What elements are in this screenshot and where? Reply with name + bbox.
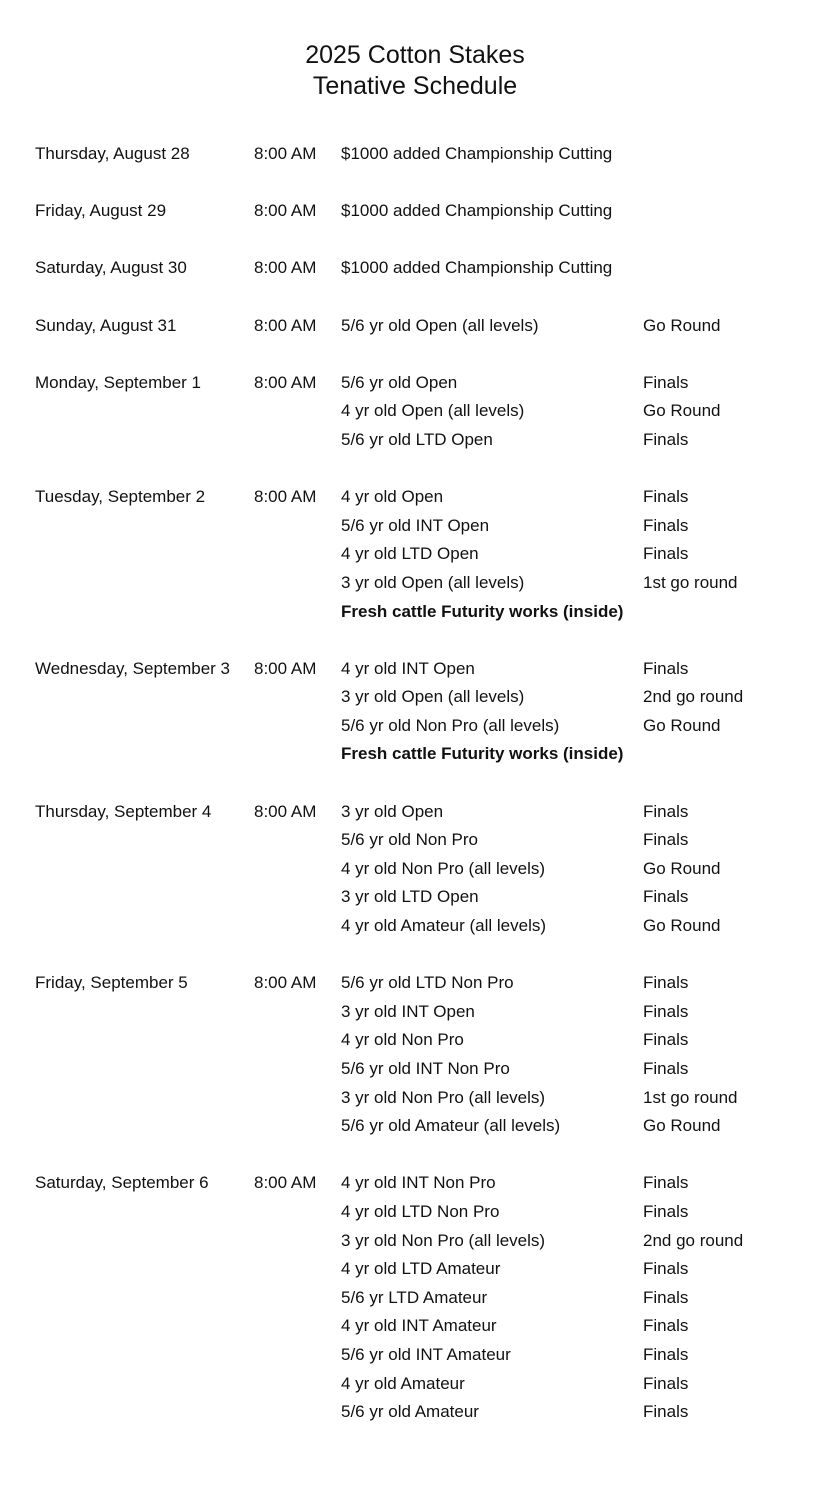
round-label: Finals: [643, 973, 689, 993]
event-label: 5/6 yr old Open: [341, 372, 458, 392]
title-line-1: 2025 Cotton Stakes: [305, 41, 525, 69]
schedule-row: [35, 312, 815, 341]
event-label: 4 yr old Amateur (all levels): [341, 916, 547, 936]
event-label: Fresh cattle Futurity works (inside): [341, 601, 624, 621]
event-label: $1000 added Championship Cutting: [341, 258, 613, 278]
event-label: 3 yr old LTD Open: [341, 887, 479, 907]
day-label: Friday, August 29: [35, 201, 167, 221]
schedule-row: [35, 912, 815, 941]
event-label: 4 yr old LTD Open: [341, 544, 479, 564]
event-label: 5/6 yr old INT Non Pro: [341, 1059, 510, 1078]
round-label: Finals: [643, 1402, 689, 1422]
round-label: Finals: [643, 830, 689, 850]
schedule-row: [35, 740, 815, 769]
schedule-row: [35, 883, 815, 912]
day-label: Thursday, August 28: [35, 144, 190, 163]
round-label: Go Round: [643, 916, 721, 936]
day-label: Saturday, August 30: [35, 258, 187, 278]
event-label: 5/6 yr old INT Amateur: [341, 1344, 511, 1364]
round-label: Finals: [643, 372, 689, 392]
schedule-row: [35, 140, 815, 169]
schedule-row: [35, 598, 815, 627]
day-label: Monday, September 1: [35, 372, 201, 392]
schedule-row: [35, 540, 815, 569]
title-line-2: Tenative Schedule: [312, 72, 518, 100]
day-block: [35, 312, 815, 341]
schedule-row: [35, 397, 815, 426]
schedule-row: [35, 798, 815, 827]
event-label: 4 yr old INT Amateur: [341, 1316, 497, 1336]
round-label: Finals: [643, 515, 689, 535]
schedule-row: [35, 655, 815, 684]
day-label: Sunday, August 31: [35, 315, 177, 335]
schedule-row: [35, 855, 815, 884]
schedule-row: [35, 1198, 815, 1227]
schedule-row: [35, 483, 815, 512]
round-label: 1st go round: [643, 1087, 738, 1107]
event-label: 5/6 yr old Non Pro (all levels): [341, 715, 560, 735]
day-label: Thursday, September 4: [35, 801, 212, 821]
round-label: Finals: [643, 658, 689, 678]
event-label: 3 yr old Open (all levels): [341, 687, 525, 707]
event-label: 4 yr old Open (all levels): [341, 401, 525, 421]
schedule-row: [35, 683, 815, 712]
event-label: 5/6 yr old Amateur: [341, 1402, 479, 1422]
schedule-row: [35, 569, 815, 598]
schedule-row: [35, 1084, 815, 1113]
schedule-row: [35, 826, 815, 855]
round-label: Finals: [643, 1001, 689, 1021]
schedule-row: [35, 1312, 815, 1341]
schedule-row: [35, 512, 815, 541]
schedule-row: [35, 1398, 815, 1427]
event-label: $1000 added Championship Cutting: [341, 201, 613, 221]
event-label: 4 yr old INT Non Pro: [341, 1173, 496, 1193]
event-label: 5/6 yr old INT Open: [341, 515, 490, 535]
round-label: Finals: [643, 1259, 689, 1279]
schedule-row: [35, 969, 815, 998]
round-label: Finals: [643, 429, 689, 449]
event-label: 5/6 yr old LTD Non Pro: [341, 973, 514, 993]
schedule-row: [35, 254, 815, 283]
day-label: Friday, September 5: [35, 973, 188, 993]
day-block: [35, 969, 815, 1141]
time-label: 8:00 AM: [254, 144, 317, 163]
day-block: [35, 798, 815, 941]
day-block: [35, 483, 815, 626]
event-label: 4 yr old Amateur: [341, 1373, 465, 1393]
event-label: 4 yr old Non Pro (all levels): [341, 858, 546, 878]
day-label: Wednesday, September 3: [35, 658, 230, 678]
round-label: Finals: [643, 1059, 689, 1078]
time-label: 8:00 AM: [254, 372, 317, 392]
schedule-row: [35, 712, 815, 741]
schedule-row: [35, 426, 815, 455]
schedule-row: [35, 1169, 815, 1198]
round-label: Finals: [643, 487, 689, 507]
schedule-row: [35, 1055, 815, 1084]
schedule-table: [35, 140, 815, 1455]
event-label: 3 yr old Open (all levels): [341, 572, 525, 592]
round-label: 2nd go round: [643, 687, 744, 707]
event-label: 5/6 yr LTD Amateur: [341, 1287, 488, 1307]
event-label: 5/6 yr old Non Pro: [341, 830, 479, 850]
event-label: 3 yr old INT Open: [341, 1001, 475, 1021]
round-label: Go Round: [643, 858, 721, 878]
round-label: Finals: [643, 1316, 689, 1336]
schedule-row: [35, 1227, 815, 1256]
round-label: Go Round: [643, 715, 721, 735]
time-label: 8:00 AM: [254, 658, 317, 678]
round-label: Finals: [643, 1030, 689, 1050]
event-label: 3 yr old Non Pro (all levels): [341, 1087, 546, 1107]
event-label: 3 yr old Non Pro (all levels): [341, 1230, 546, 1250]
event-label: 3 yr old Open: [341, 801, 444, 821]
round-label: Finals: [643, 1287, 689, 1307]
schedule-row: [35, 1026, 815, 1055]
event-label: 4 yr old INT Open: [341, 658, 475, 678]
schedule-row: [35, 197, 815, 226]
round-label: Go Round: [643, 1116, 721, 1136]
round-label: Finals: [643, 1344, 689, 1364]
round-label: Finals: [643, 1173, 689, 1193]
round-label: 2nd go round: [643, 1230, 744, 1250]
event-label: $1000 added Championship Cutting: [341, 144, 613, 163]
event-label: 5/6 yr old Open (all levels): [341, 315, 539, 335]
event-label: 5/6 yr old LTD Open: [341, 429, 493, 449]
schedule-row: [35, 1341, 815, 1370]
round-label: Finals: [643, 544, 689, 564]
time-label: 8:00 AM: [254, 258, 317, 278]
time-label: 8:00 AM: [254, 487, 317, 507]
round-label: Finals: [643, 801, 689, 821]
event-label: 5/6 yr old Amateur (all levels): [341, 1116, 561, 1136]
day-block: [35, 655, 815, 769]
round-label: Go Round: [643, 315, 721, 335]
time-label: 8:00 AM: [254, 973, 317, 993]
day-block: [35, 140, 815, 169]
time-label: 8:00 AM: [254, 315, 317, 335]
time-label: 8:00 AM: [254, 1173, 317, 1193]
round-label: Finals: [643, 887, 689, 907]
event-label: 4 yr old LTD Non Pro: [341, 1201, 500, 1221]
day-label: Tuesday, September 2: [35, 487, 206, 507]
schedule-row: [35, 998, 815, 1027]
time-label: 8:00 AM: [254, 201, 317, 221]
day-block: [35, 197, 815, 226]
schedule-row: [35, 1370, 815, 1399]
event-label: 4 yr old Non Pro: [341, 1030, 464, 1050]
event-label: Fresh cattle Futurity works (inside): [341, 744, 624, 764]
round-label: Finals: [643, 1373, 689, 1393]
event-label: 4 yr old LTD Amateur: [341, 1259, 501, 1279]
round-label: Go Round: [643, 401, 721, 421]
document-title: [0, 40, 822, 102]
round-label: 1st go round: [643, 572, 738, 592]
time-label: 8:00 AM: [254, 801, 317, 821]
day-block: [35, 1169, 815, 1426]
day-block: [35, 254, 815, 283]
day-label: Saturday, September 6: [35, 1173, 209, 1193]
schedule-row: [35, 1284, 815, 1313]
event-label: 4 yr old Open: [341, 487, 444, 507]
day-block: [35, 369, 815, 455]
schedule-row: [35, 1255, 815, 1284]
schedule-row: [35, 1112, 815, 1141]
round-label: Finals: [643, 1201, 689, 1221]
schedule-row: [35, 369, 815, 398]
